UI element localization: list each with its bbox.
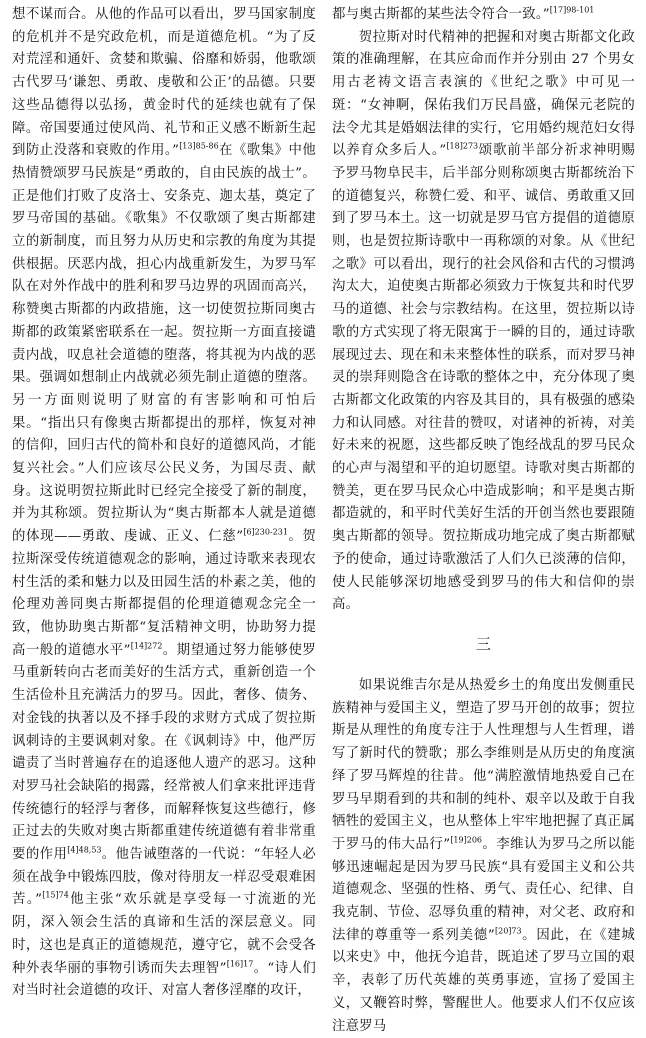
citation: [14]272 <box>130 641 163 651</box>
citation: [19]206 <box>450 835 483 845</box>
citation: [18]273 <box>446 141 479 151</box>
right-paragraph-3 <box>332 675 635 1038</box>
citation: [17]98-101 <box>549 5 595 15</box>
left-paragraph <box>12 4 316 1003</box>
body-text: 在《歌集》中他热情赞颂罗马民族是“勇敢的，自由民族的战士”。正是他们打败了皮洛士、安条克、迦太基，奠定了罗马帝国的基础。《歌集》不仅歌颂了奥古斯都建立的新制度，而且努力从历史和宗教的角度为其提供根据。厌恶内战，担心内战重新发生，为罗马军队在对外作战中的胜利和罗马边界的巩固而高兴，称赞奥古斯都的内政措施，这一切使贺拉斯同奥古斯都的政策紧密联系在一起。贺拉斯一方面直接谴责内战，叹息社会道德的堕落，将其视为内战的恶果。强调如想制止内战就必须先制止道德的堕落。另一方面则说明了财富的有害影响和可怕后果。“指出只有像奥古斯都提出的那样，恢复对神的信仰，回归古代的简朴和良好的道德风尚，才能复兴社会。”人们应该尽公民义务，为国尽责、献身。这说明贺拉斯此时已经完全接受了新的制度，并为其称颂。贺拉斯认为“奥古斯都本人就是道德的体现——勇敢、虔诚、正义、仁慈” <box>12 143 316 545</box>
citation: [15]74 <box>42 890 69 900</box>
body-text: 颂歌前半部分祈求神明赐予罗马物阜民丰，后半部分则称颂奥古斯都统治下的道德复兴，称赞仁爱、和平、诚信、勇敢重又回到了罗马本土。这一切就是罗马官方提倡的道德原则，也是贺拉斯诗歌中一再称颂的对象。从《世纪之歌》可以看出，现行的社会风俗和古代的习惯鸿沟太大，迫使奥古斯都必须致力于恢复共和时代罗马的道德、社会与宗教结构。在这里，贺拉斯以诗歌的方式实现了将无限寓于一瞬的目的，通过诗歌展现过去、现在和未来整体性的联系，而对罗马神灵的崇拜则隐含在诗歌的整体之中，充分体现了奥古斯都文化政策的内容及其目的，具有极强的感染力和认同感。对往昔的赞叹，对诸神的祈祷，对美好未来的祝愿，这些都反映了饱经战乱的罗马民众的心声与渴望和平的迫切愿望。诗歌对奥古斯都的赞美，更在罗马民众心中造成影响；和平是奥古斯都造就的，和平时代美好生活的开创当然也要跟随奥古斯都的领导。贺拉斯成功地完成了奥古斯都赋予的使命，通过诗歌激活了人们久已淡薄的信仰，使人民能够深切地感受到罗马的伟大和信仰的崇高。 <box>332 143 636 613</box>
citation: [13]85-86 <box>179 141 219 151</box>
body-text: 贺拉斯对时代精神的把握和对奥古斯都文化政策的准确理解，在其应命而作并分别由 27 个男女用古老祷文语言表演的《世纪之歌》中可见一斑：“女神啊，保佑我们万民昌盛，确保元老院的法令尤其是婚姻法律的实行，它用婚约规范妇女得以养育众多后人。” <box>332 29 635 159</box>
section-heading: 三 <box>475 634 492 653</box>
right-paragraph-1 <box>332 4 635 27</box>
right-column <box>332 4 635 1038</box>
body-text: 。他告诫堕落的一代说：“年轻人必须在战争中锻炼四肢，像对待朋友一样忍受艰难困苦。” <box>12 847 316 908</box>
citation: [6]230-231 <box>243 527 288 537</box>
citation: [20]73 <box>494 926 522 936</box>
body-text: 如果说维吉尔是从热爱乡土的角度出发侧重民族精神与爱国主义，塑造了罗马开创的故事；贺拉斯是从理性的角度专注于人性理想与人生哲理，谱写了新时代的赞歌；那么李维则是从历史的角度演绎了罗马辉煌的往昔。他“满腔激情地热爱自己在罗马早期看到的共和制的纯朴、艰辛以及敢于自我牺牲的爱国主义，也从整体上牢牢地把握了真正属于罗马的伟大品行” <box>332 677 635 852</box>
left-column <box>12 4 316 1003</box>
body-text: 想不谋而合。从他的作品可以看出，罗马国家制度的危机并不是究政危机，而是道德危机。“为了反对荒淫和通奸、贪婪和欺骗、俗靡和娇弱，他歌颂古代罗马‘谦恕、勇敢、虔敬和公正’的品德。只要这些品德得以弘扬，黄金时代的延续也就有了保障。帝国要通过使风尚、礼节和正义感不断新生起到防止没落和衰败的作用。” <box>12 7 316 159</box>
body-text: 。李维认为罗马之所以能够迅速崛起是因为罗马民族“具有爱国主义和公共道德观念、坚强的性格、勇气、责任心、纪律、自我克制、节俭、忍辱负重的精神，对父老、政府和法律的尊重等一系列美德” <box>332 836 635 943</box>
body-text: 。期望通过努力能够使罗马重新转向古老而美好的生活方式，重新创造一个生活俭朴且充满活力的罗马。因此，奢侈、债务、对金钱的执著以及不择手段的求财方式成了贺拉斯讽刺诗的主要讽刺对象。在《讽刺诗》中，他严厉谴责了当时普遍存在的追逐他人遗产的恶习。这种对罗马社会缺陷的揭露，经常被人们拿来批评违背传统德行的轻浮与奢侈，而解释恢复这些德行，修正过去的失败对奥古斯都重建传统道德有着非常重要的作用 <box>12 642 316 863</box>
body-text: 。贺拉斯深受传统道德观念的影响，通过诗歌来表现农村生活的柔和魅力以及田园生活的朴素之美，他的伦理劝善同奥古斯都提倡的伦理道德观念完全一致，他协助奥古斯都“复活精神文明，协助努力提高一般的道德水平” <box>12 529 316 658</box>
right-paragraph-2 <box>332 27 635 617</box>
citation: [4]48,53 <box>67 845 102 855</box>
body-text: 他主张“欢乐就是享受每一寸流逝的光阴，深入领会生活的真谛和生活的深层意义。同时，这也是真正的道德规范，遵守它，就不会受各种外表华丽的事物引诱而失去理智” <box>12 892 316 976</box>
body-text: 。因此，在《建城以来史》中，他抚今追昔，既追述了罗马立国的艰辛，表彰了历代英雄的英勇事迹，宣扬了爱国主义，又鞭笞时弊，警醒世人。他要求人们不仅应该注意罗马 <box>332 927 635 1034</box>
body-text: 都与奥古斯都的某些法令符合一致。” <box>332 7 550 22</box>
citation: [16]17 <box>226 959 254 969</box>
body-text: 。“诗人们对当时社会道德的攻讦、对富人奢侈淫靡的攻讦， <box>12 960 316 999</box>
